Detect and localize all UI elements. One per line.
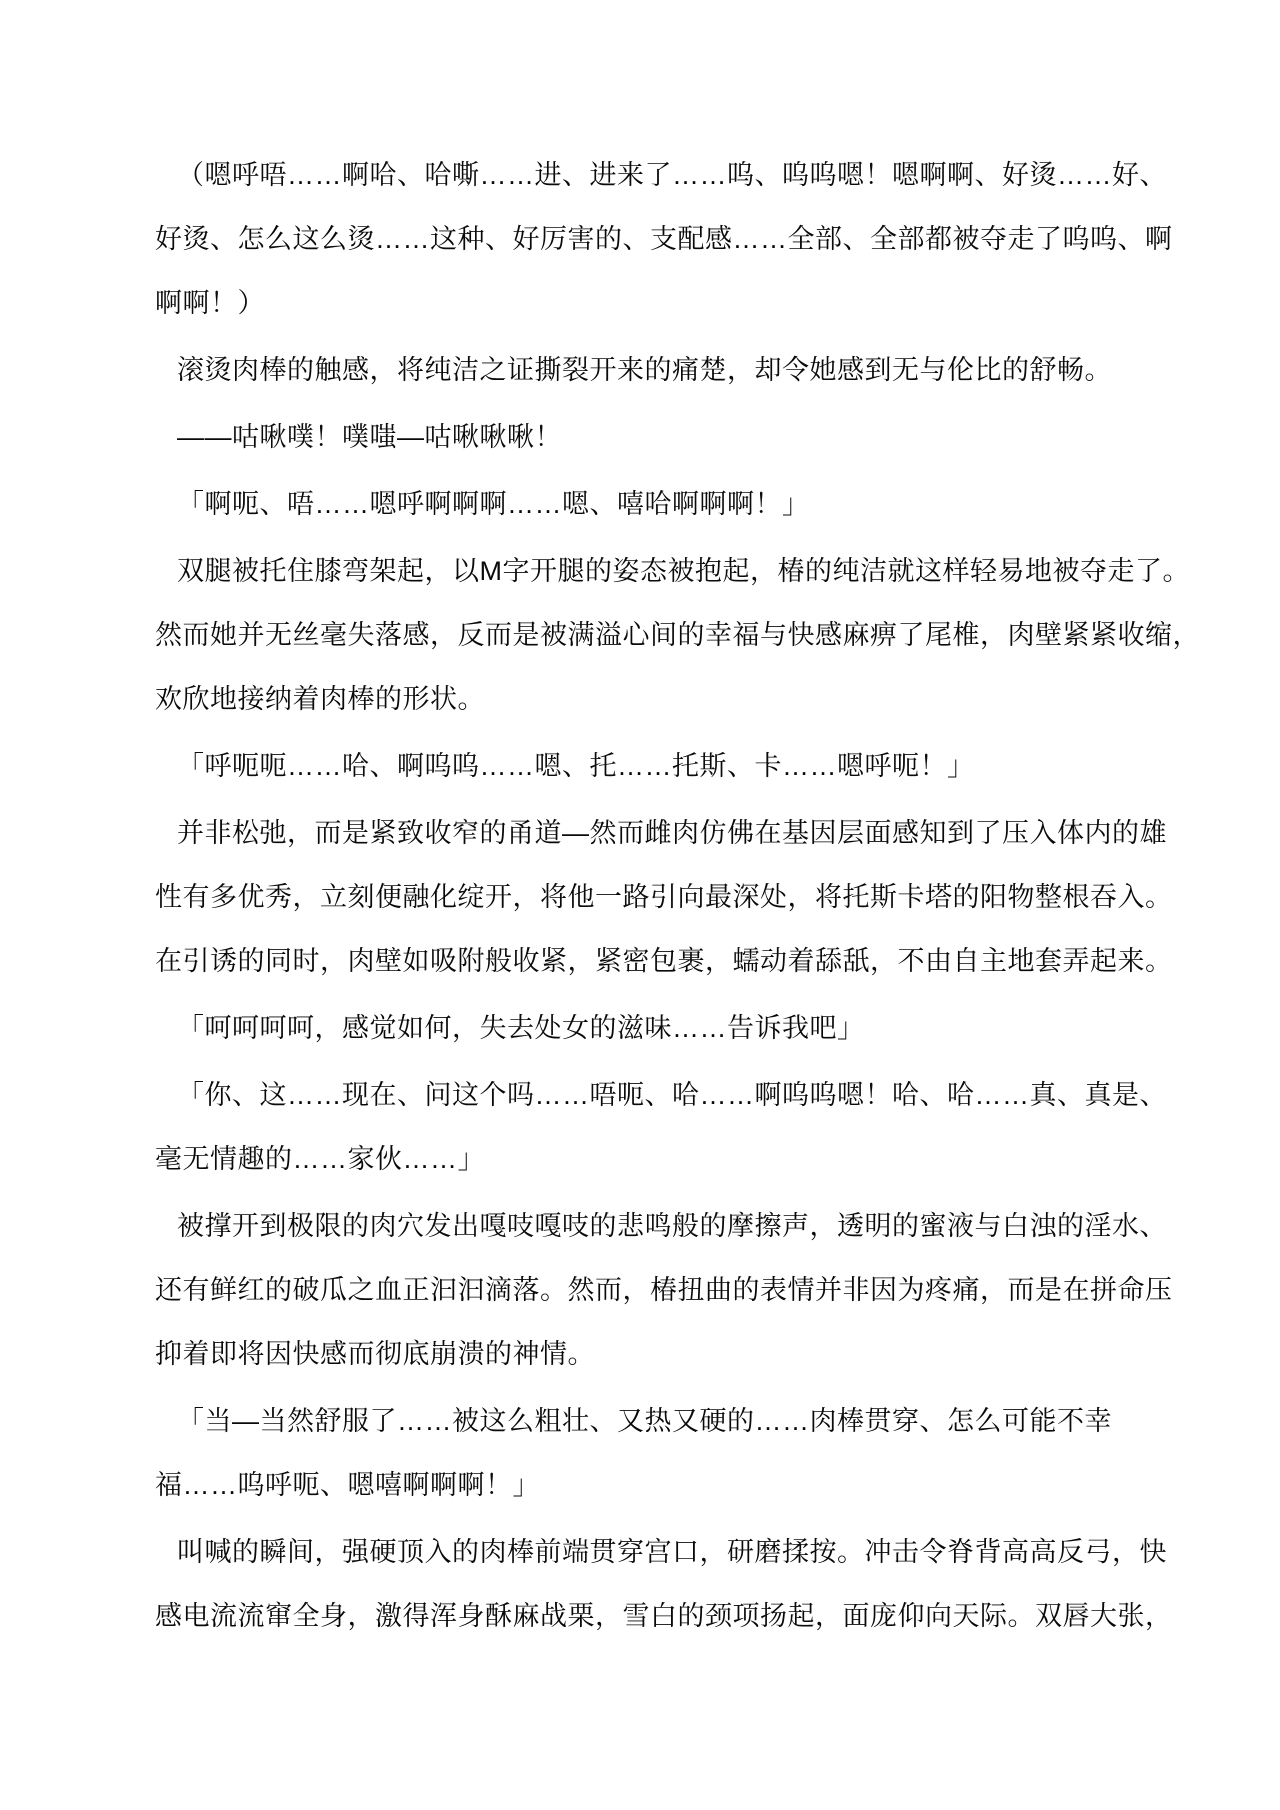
text-line: 双腿被托住膝弯架起，以M字开腿的姿态被抱起，椿的纯洁就这样轻易地被夺走了。 [177, 556, 1190, 586]
text-line: 感电流流窜全身，激得浑身酥麻战栗，雪白的颈项扬起，面庞仰向天际。双唇大张， [155, 1601, 1173, 1631]
document-body [155, 143, 1200, 1651]
paragraph-dialogue [155, 1389, 1185, 1517]
text-line: 然而她并无丝毫失落感，反而是被满溢心间的幸福与快感麻痹了尾椎，肉壁紧紧收缩， [155, 620, 1200, 650]
text-line: 「啊呃、唔……嗯呼啊啊啊……嗯、嘻哈啊啊啊！」 [177, 489, 810, 519]
paragraph-inner-monologue [155, 143, 1185, 335]
text-line: 还有鲜红的破瓜之血正汩汩滴落。然而，椿扭曲的表情并非因为疼痛，而是在拼命压 [155, 1275, 1173, 1305]
text-line: （嗯呼唔……啊哈、哈嘶……进、进来了……呜、呜呜嗯！嗯啊啊、好烫……好、 [177, 160, 1167, 190]
paragraph-narration [155, 1194, 1185, 1386]
text-line: 抑着即将因快感而彻底崩溃的神情。 [155, 1339, 595, 1369]
text-line: 在引诱的同时，肉壁如吸附般收紧，紧密包裹，蠕动着舔舐，不由自主地套弄起来。 [155, 946, 1173, 976]
text-line: 叫喊的瞬间，强硬顶入的肉棒前端贯穿宫口，研磨揉按。冲击令脊背高高反弓，快 [177, 1537, 1167, 1567]
text-line: 欢欣地接纳着肉棒的形状。 [155, 684, 485, 714]
paragraph-narration [155, 1520, 1185, 1648]
paragraph-narration [155, 338, 1185, 402]
text-line: 好烫、怎么这么烫……这种、好厉害的、支配感……全部、全部都被夺走了呜呜、啊 [155, 224, 1173, 254]
text-line: 并非松弛，而是紧致收窄的甬道—然而雌肉仿佛在基因层面感知到了压入体内的雄 [177, 818, 1167, 848]
text-line: ——咕啾噗！噗嗤—咕啾啾啾！ [177, 422, 562, 452]
text-line: 被撑开到极限的肉穴发出嘎吱嘎吱的悲鸣般的摩擦声，透明的蜜液与白浊的淫水、 [177, 1211, 1167, 1241]
text-line: 「当—当然舒服了……被这么粗壮、又热又硬的……肉棒贯穿、怎么可能不幸 [177, 1406, 1112, 1436]
text-line: 滚烫肉棒的触感，将纯洁之证撕裂开来的痛楚，却令她感到无与伦比的舒畅。 [177, 355, 1112, 385]
text-line: 「你、这……现在、问这个吗……唔呃、哈……啊呜呜嗯！哈、哈……真、真是、 [177, 1080, 1167, 1110]
paragraph-dialogue [155, 734, 1185, 798]
text-line: 啊啊！） [155, 288, 265, 318]
paragraph-dialogue [155, 1063, 1185, 1191]
paragraph-dialogue [155, 996, 1185, 1060]
paragraph-narration [155, 801, 1185, 993]
text-line: 福……呜呼呃、嗯嘻啊啊啊！」 [155, 1470, 540, 1500]
paragraph-narration [155, 539, 1200, 731]
text-line: 性有多优秀，立刻便融化绽开，将他一路引向最深处，将托斯卡塔的阳物整根吞入。 [155, 882, 1173, 912]
text-line: 毫无情趣的……家伙……」 [155, 1144, 485, 1174]
paragraph-dialogue [155, 472, 1185, 536]
text-line: 「呵呵呵呵，感觉如何，失去处女的滋味……告诉我吧」 [177, 1013, 865, 1043]
text-line: 「呼呃呃……哈、啊呜呜……嗯、托……托斯、卡……嗯呼呃！」 [177, 751, 975, 781]
paragraph-sfx [155, 405, 1185, 469]
